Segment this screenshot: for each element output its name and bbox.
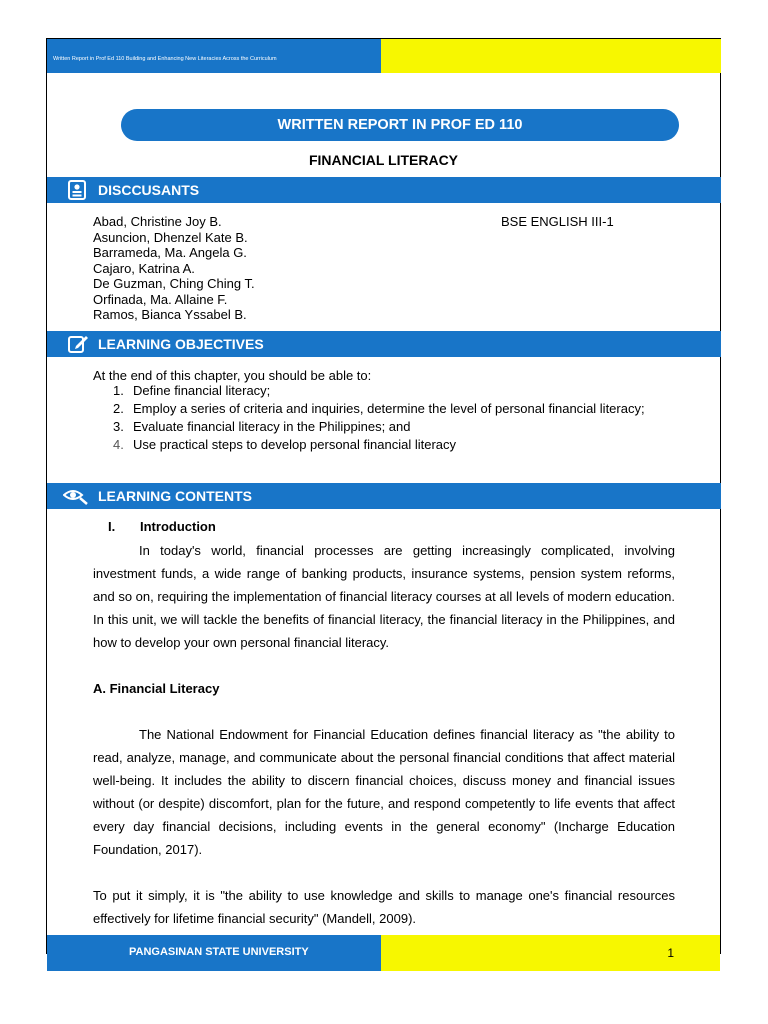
- discussants-heading: DISCCUSANTS: [98, 182, 200, 198]
- footer-university: PANGASINAN STATE UNIVERSITY: [129, 946, 309, 958]
- objective-item: [113, 419, 653, 435]
- objective-text: Employ a series of criteria and inquiries, determine the level of personal financial literacy;: [133, 401, 645, 416]
- edit-pencil-icon: [67, 334, 89, 354]
- section-title: Introduction: [140, 519, 216, 534]
- objective-number: 2.: [113, 401, 124, 416]
- definition-paragraph: The National Endowment for Financial Education defines financial literacy as "the ability to read, analyze, manage, and communicate about the personal financial conditions that affect material well-being. It includes the ability to discern financial choices, discuss money and financial issues without (or despite) discomfort, plan for the future, and respond competently to life events that affect every day financial decisions, including events in the general economy" (Incharge Education Foundation, 2017).: [93, 727, 675, 858]
- discussant-name: Barrameda, Ma. Angela G.: [93, 245, 247, 260]
- section-numeral: I.: [108, 519, 116, 534]
- footer-yellow-band: [381, 935, 720, 971]
- eye-magnifier-icon: [63, 486, 89, 506]
- course-section: BSE ENGLISH III-1: [501, 214, 614, 229]
- objective-number: 4.: [113, 437, 124, 452]
- discussant-name: Asuncion, Dhenzel Kate B.: [93, 229, 248, 245]
- objective-item: [113, 401, 653, 417]
- objective-number: 1.: [113, 383, 124, 398]
- page-number: 1: [667, 946, 674, 960]
- summary-paragraph: To put it simply, it is "the ability to use knowledge and skills to manage one's financial resources effectively for lifetime financial security" (Mandell, 2009).: [93, 888, 675, 927]
- discussant-name: Abad, Christine Joy B.: [93, 214, 222, 229]
- document-page: [46, 38, 721, 960]
- objectives-bar: [47, 331, 721, 357]
- discussant-name: Ramos, Bianca Yssabel B.: [93, 307, 247, 322]
- header-yellow-band: [381, 39, 721, 73]
- objective-text: Use practical steps to develop personal financial literacy: [133, 437, 457, 452]
- report-title: WRITTEN REPORT IN PROF ED 110: [121, 109, 679, 141]
- discussant-list: [93, 214, 255, 323]
- discussant-name: Orfinada, Ma. Allaine F.: [93, 291, 228, 307]
- objective-item: [113, 383, 653, 399]
- profile-card-icon: [67, 180, 89, 200]
- discussants-bar: [47, 177, 721, 203]
- header-blue-band: [47, 39, 381, 73]
- report-subtitle: FINANCIAL LITERACY: [308, 152, 459, 168]
- contents-bar: [47, 483, 721, 509]
- objectives-heading: LEARNING OBJECTIVES: [98, 336, 264, 352]
- subsection-heading: A. Financial Literacy: [93, 681, 220, 696]
- footer-blue-band: [47, 935, 381, 971]
- objectives-list: [113, 383, 653, 455]
- discussant-name: De Guzman, Ching Ching T.: [93, 276, 255, 291]
- running-header: Written Report in Prof Ed 110 Building and Enhancing New Literacies Across the Curriculum: [53, 56, 277, 62]
- contents-heading: LEARNING CONTENTS: [98, 488, 252, 504]
- objective-text: Evaluate financial literacy in the Philippines; and: [133, 419, 411, 434]
- objective-number: 3.: [113, 419, 124, 434]
- objective-text: Define financial literacy;: [133, 383, 271, 398]
- discussant-name: Cajaro, Katrina A.: [93, 260, 195, 276]
- objectives-intro: At the end of this chapter, you should be able to:: [93, 368, 372, 383]
- section-heading: [108, 519, 216, 534]
- intro-paragraph: In today's world, financial processes are getting increasingly complicated, involving investment funds, a wide range of banking products, insurance systems, pension system reforms, and so on, requiring the implementation of financial literacy courses at all levels of modern education. In this unit, we will tackle the benefits of financial literacy, the financial literacy in the Philippines, and how to develop your own personal financial literacy.: [93, 543, 675, 651]
- objective-item: [113, 437, 653, 453]
